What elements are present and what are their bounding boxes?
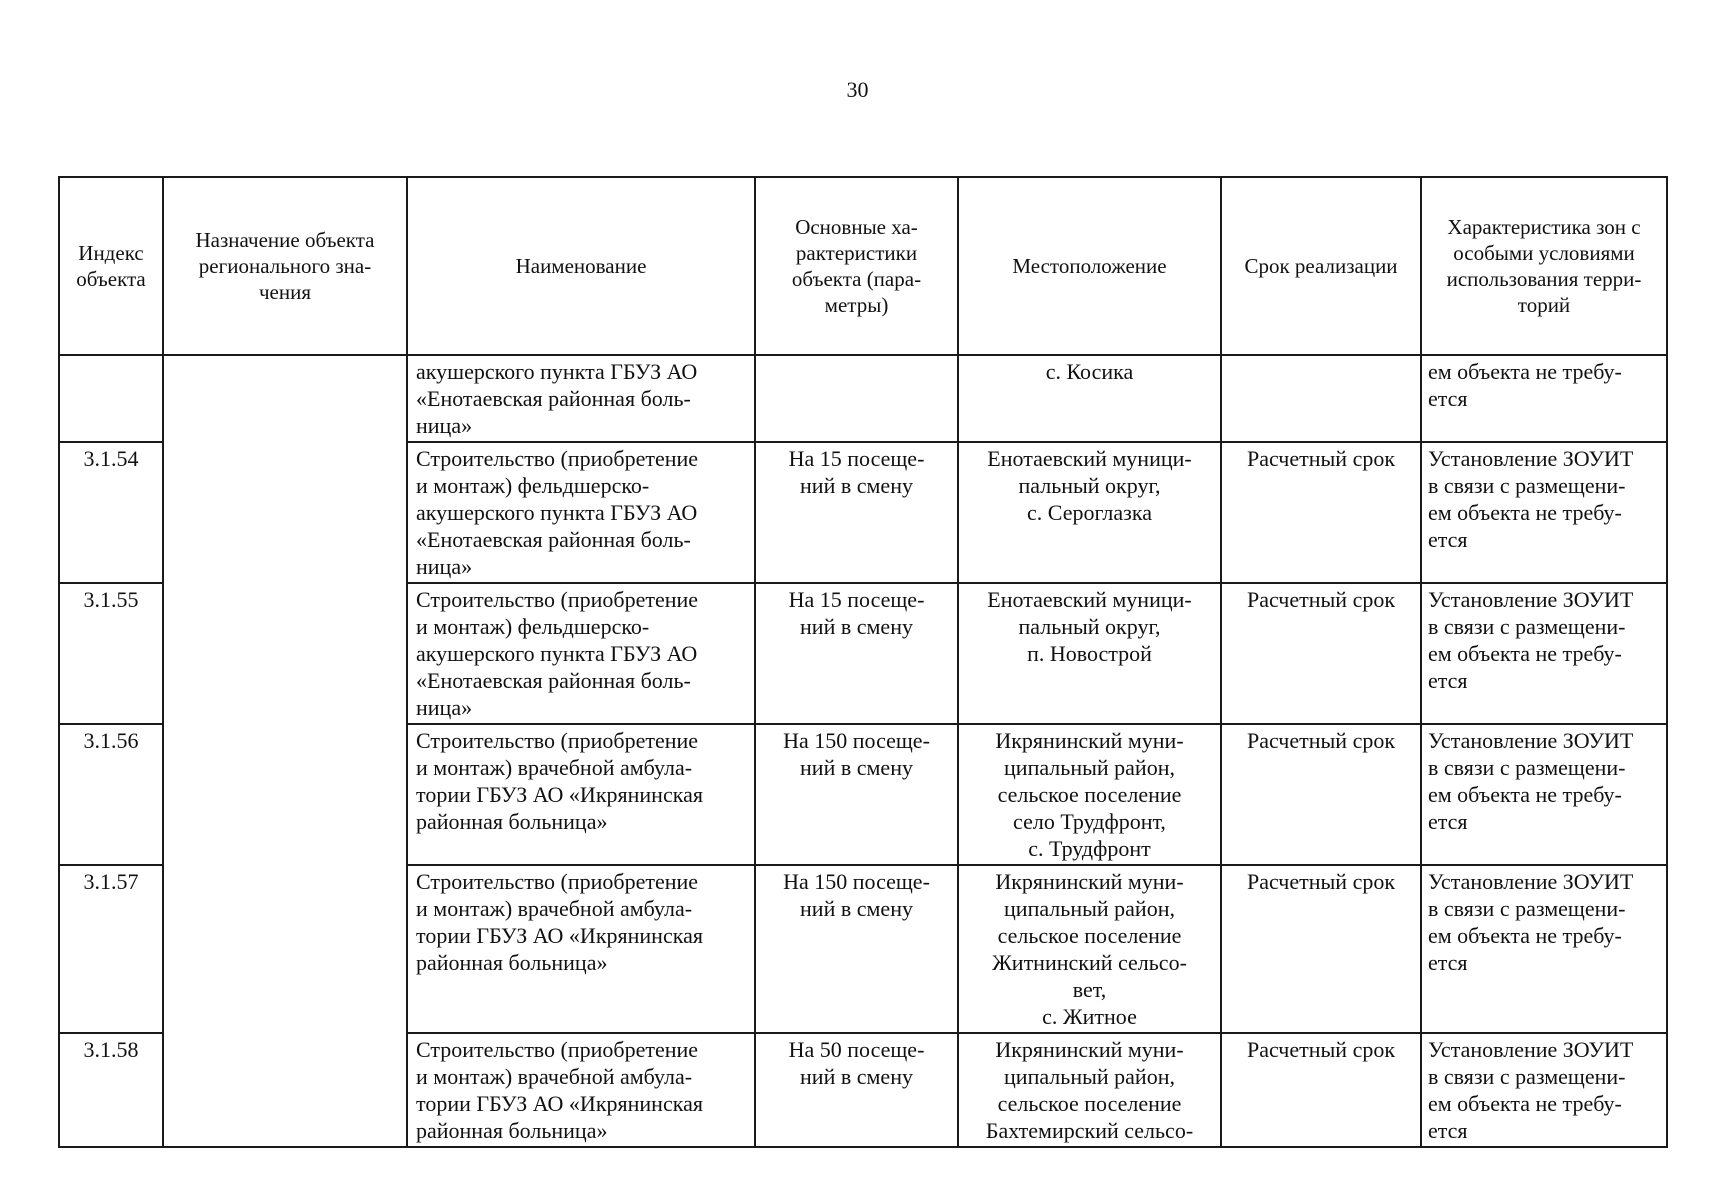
row-zone: Установление ЗОУИТ в связи с размещени- ем объекта не требу- ется [1421, 583, 1667, 724]
row-params [755, 355, 958, 442]
row-name: Строительство (приобретение и монтаж) врачебной амбула- тории ГБУЗ АО «Икрянинская районная больница» [407, 724, 755, 865]
row-params: На 50 посеще- ний в смену [755, 1033, 958, 1147]
header-params: Основные ха- рактеристики объекта (пара- метры) [755, 177, 958, 355]
row-params: На 15 посеще- ний в смену [755, 442, 958, 583]
row-name: Строительство (приобретение и монтаж) фельдшерско- акушерского пункта ГБУЗ АО «Енотаевская районная боль- ница» [407, 442, 755, 583]
header-purpose: Назначение объекта регионального зна- чения [163, 177, 407, 355]
row-name: Строительство (приобретение и монтаж) врачебной амбула- тории ГБУЗ АО «Икрянинская районная больница» [407, 1033, 755, 1147]
table-row [59, 355, 1667, 442]
row-zone: Установление ЗОУИТ в связи с размещени- ем объекта не требу- ется [1421, 442, 1667, 583]
row-index [59, 355, 163, 442]
row-params: На 150 посеще- ний в смену [755, 724, 958, 865]
row-location: Икрянинский муни- ципальный район, сельское поселение Житнинский сельсо- вет, с. Житное [958, 865, 1221, 1033]
header-row [59, 177, 1667, 355]
row-term [1221, 355, 1421, 442]
row-zone: Установление ЗОУИТ в связи с размещени- ем объекта не требу- ется [1421, 1033, 1667, 1147]
row-location: Енотаевский муници- пальный округ, п. Новострой [958, 583, 1221, 724]
row-name: акушерского пункта ГБУЗ АО «Енотаевская районная боль- ница» [407, 355, 755, 442]
row-params: На 15 посеще- ний в смену [755, 583, 958, 724]
row-location: Енотаевский муници- пальный округ, с. Сероглазка [958, 442, 1221, 583]
row-zone: Установление ЗОУИТ в связи с размещени- ем объекта не требу- ется [1421, 865, 1667, 1033]
row-index: 3.1.56 [59, 724, 163, 865]
header-term: Срок реализации [1221, 177, 1421, 355]
row-params: На 150 посеще- ний в смену [755, 865, 958, 1033]
purpose-cell [163, 355, 407, 1147]
table-header [59, 177, 1667, 355]
row-location: Икрянинский муни- ципальный район, сельское поселение село Трудфронт, с. Трудфронт [958, 724, 1221, 865]
page-number: 30 [846, 77, 869, 102]
row-zone: ем объекта не требу- ется [1421, 355, 1667, 442]
header-location: Местоположение [958, 177, 1221, 355]
row-location: с. Косика [958, 355, 1221, 442]
table-body [59, 355, 1667, 1147]
row-index: 3.1.57 [59, 865, 163, 1033]
row-term: Расчетный срок [1221, 583, 1421, 724]
row-location: Икрянинский муни- ципальный район, сельское поселение Бахтемирский сельсо- [958, 1033, 1221, 1147]
header-index: Индекс объекта [59, 177, 163, 355]
row-zone: Установление ЗОУИТ в связи с размещени- ем объекта не требу- ется [1421, 724, 1667, 865]
row-term: Расчетный срок [1221, 1033, 1421, 1147]
row-name: Строительство (приобретение и монтаж) фельдшерско- акушерского пункта ГБУЗ АО «Енотаевская районная боль- ница» [407, 583, 755, 724]
row-name: Строительство (приобретение и монтаж) врачебной амбула- тории ГБУЗ АО «Икрянинская районная больница» [407, 865, 755, 1033]
header-name: Наименование [407, 177, 755, 355]
header-zone: Характеристика зон с особыми условиями использования терри- торий [1421, 177, 1667, 355]
row-term: Расчетный срок [1221, 442, 1421, 583]
row-index: 3.1.58 [59, 1033, 163, 1147]
row-term: Расчетный срок [1221, 865, 1421, 1033]
row-index: 3.1.55 [59, 583, 163, 724]
row-index: 3.1.54 [59, 442, 163, 583]
row-term: Расчетный срок [1221, 724, 1421, 865]
objects-table [58, 176, 1668, 1148]
